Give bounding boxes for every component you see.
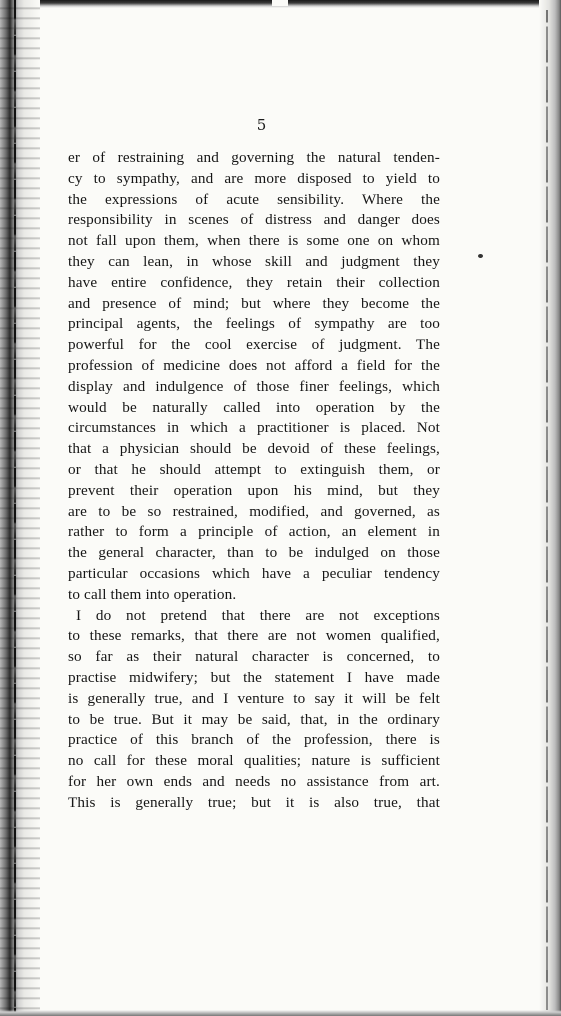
text-line: I do not pretend that there are not exceptions [76,606,440,624]
text-line: circumstances in which a practitioner is placed. Not [68,419,440,437]
text-line: are to be so restrained, modified, and governed, as [68,502,440,520]
text-line: have entire confidence, they retain their collection [68,273,440,291]
text-line: to these remarks, that there are not women qualified, [68,627,440,645]
scan-left-binding-line [14,0,16,1016]
scan-bottom-edge [0,1010,561,1016]
scan-right-edge [539,0,561,1016]
text-line: principal agents, the feelings of sympathy are too [68,315,440,333]
text-line: not fall upon them, when there is some one on whom [68,232,440,250]
text-line: rather to form a principle of action, an element in [68,523,440,541]
text-line: for her own ends and needs no assistance from art. [68,772,440,790]
text-line: or that he should attempt to extinguish them, or [68,460,440,478]
text-line: display and indulgence of those finer feelings, which [68,377,440,395]
text-line: practise midwifery; but the statement I have made [68,668,440,686]
text-line: cy to sympathy, and are more disposed to yield to [68,169,440,187]
text-line: This is generally true; but it is also true, that [68,793,440,811]
page-number: 5 [256,116,267,134]
text-line: profession of medicine does not afford a field for the [68,356,440,374]
text-line: so far as their natural character is concerned, to [68,648,440,666]
text-line: the expressions of acute sensibility. Where the [68,190,440,208]
text-line: particular occasions which have a peculiar tendency [68,564,440,582]
text-line: would be naturally called into operation by the [68,398,440,416]
text-line: responsibility in scenes of distress and danger does [68,211,440,229]
text-line: prevent their operation upon his mind, but they [68,481,440,499]
text-line: to be true. But it may be said, that, in the ordinary [68,710,440,728]
text-line: and presence of mind; but where they become the [68,294,440,312]
text-line: practice of this branch of the profession, there is [68,731,440,749]
text-line: powerful for the cool exercise of judgment. The [68,336,440,354]
text-line: is generally true, and I venture to say it will be felt [68,689,440,707]
text-line: that a physician should be devoid of these feelings, [68,440,440,458]
text-line: they can lean, in whose skill and judgment they [68,252,440,270]
scan-right-margin-line [546,10,548,1010]
text-line: er of restraining and governing the natural tenden- [68,149,440,166]
text-line: no call for these moral qualities; nature is sufficient [68,752,440,770]
body-text [68,148,440,814]
ink-speck [478,254,483,258]
scan-top-gap [272,0,288,6]
scan-left-edge [0,0,40,1016]
text-line: to call them into operation. [68,585,237,603]
text-line: the general character, than to be indulged on those [68,544,440,562]
